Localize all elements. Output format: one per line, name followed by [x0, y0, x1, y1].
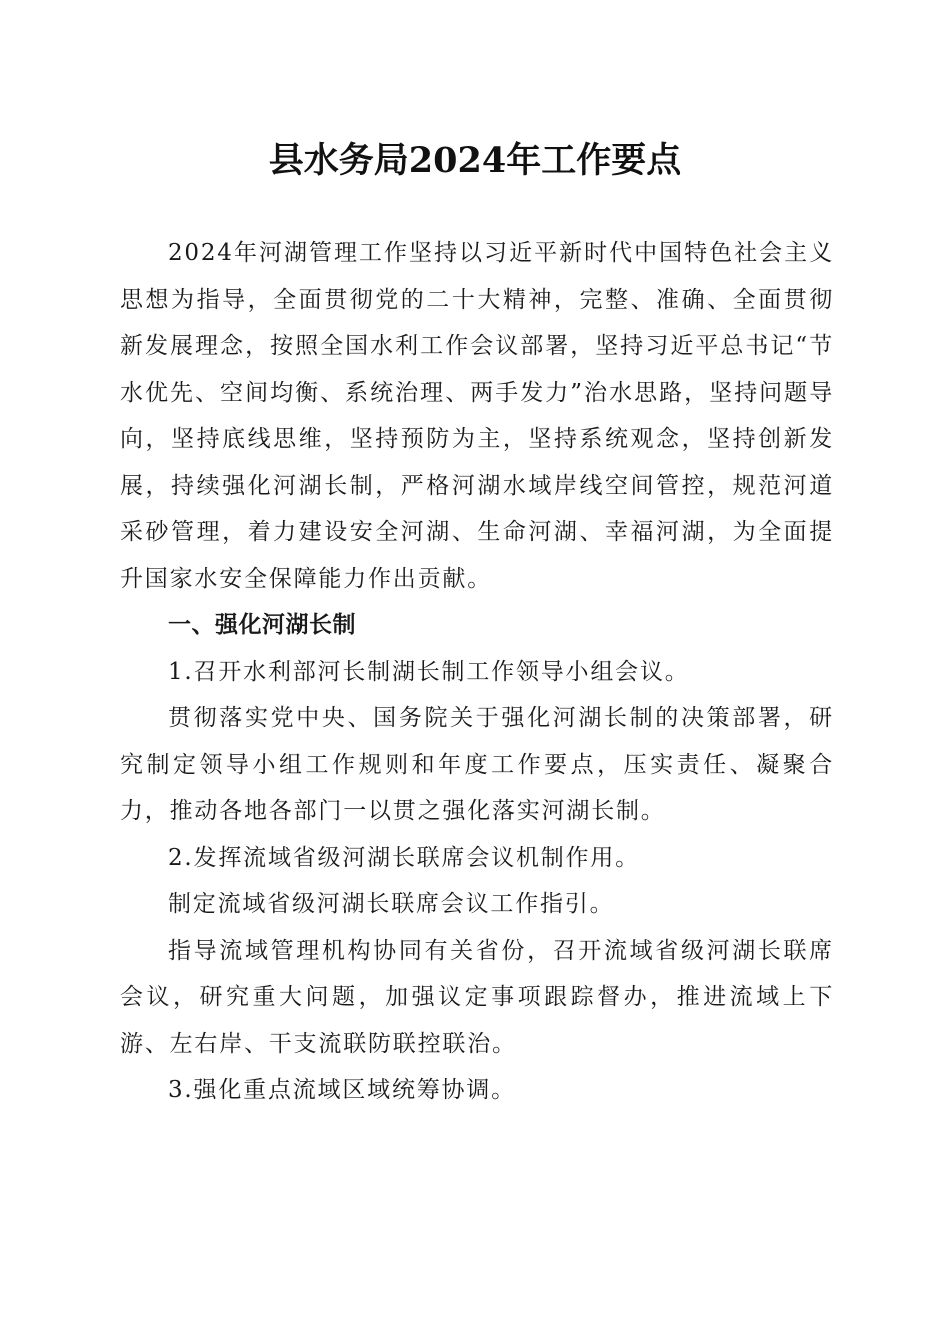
item-1-paragraph: 贯彻落实党中央、国务院关于强化河湖长制的决策部署，研究制定领导小组工作规则和年度工作要点，压实责任、凝聚合力，推动各地各部门一以贯之强化落实河湖长制。	[120, 705, 834, 824]
section-heading-1: 一、强化河湖长制	[168, 612, 356, 638]
item-2-paragraph-2: 指导流域管理机构协同有关省份，召开流域省级河湖长联席会议，研究重大问题，加强议定事项跟踪督办，推进流域上下游、左右岸、干支流联防联控联治。	[120, 937, 834, 1057]
item-heading-2: 2.发挥流域省级河湖长联席会议机制作用。	[168, 844, 640, 871]
item-heading-1: 1.召开水利部河长制湖长制工作领导小组会议。	[168, 658, 690, 685]
document-title: 县水务局2024年工作要点	[268, 140, 682, 181]
item-heading-3: 3.强化重点流域区域统筹协调。	[168, 1077, 516, 1103]
item-2-paragraph-1: 制定流域省级河湖长联席会议工作指引。	[168, 891, 615, 917]
intro-paragraph: 2024年河湖管理工作坚持以习近平新时代中国特色社会主义思想为指导，全面贯彻党的二十大精神，完整、准确、全面贯彻新发展理念，按照全国水利工作会议部署，坚持习近平总书记“节水优先、空间均衡、系统治理、两手发力”治水思路，坚持问题导向，坚持底线思维，坚持预防为主，坚持系统观念，坚持创新发展，持续强化河湖长制，严格河湖水域岸线空间管控，规范河道采砂管理，着力建设安全河湖、生命河湖、幸福河湖，为全面提升国家水安全保障能力作出贡献。	[120, 240, 834, 592]
document-body	[120, 230, 834, 1114]
